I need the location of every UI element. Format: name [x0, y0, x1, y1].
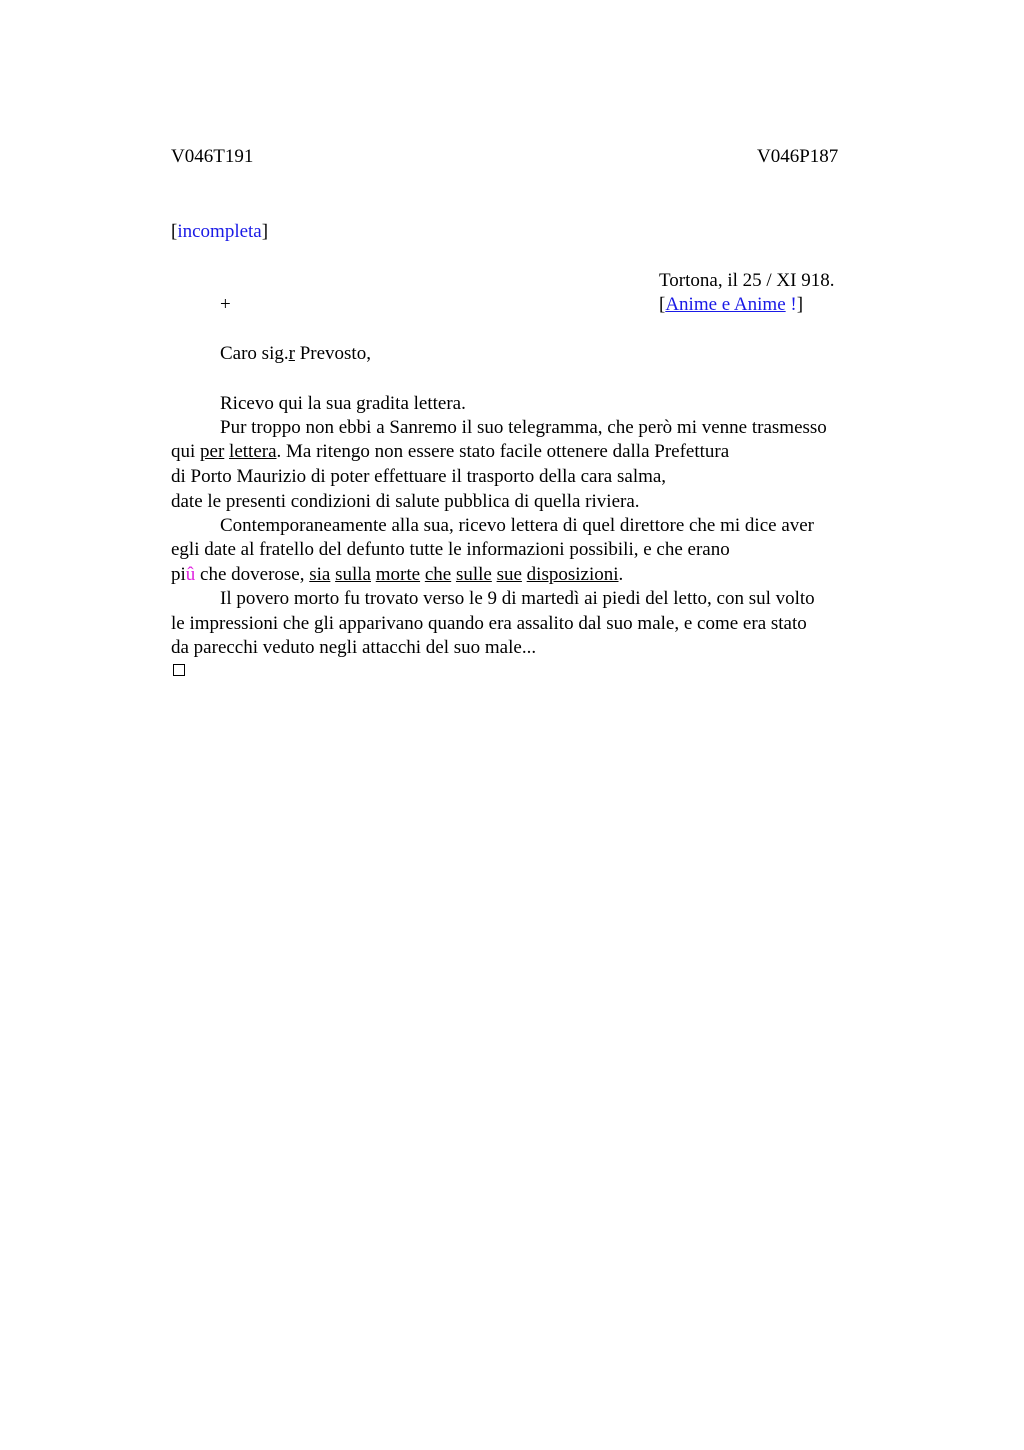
annotation-bracket-open: [ — [659, 294, 666, 315]
underlined-word: morte — [375, 564, 421, 585]
underlined-word: sulla — [335, 564, 371, 585]
underlined-word: lettera — [229, 441, 277, 462]
paragraph-2-line-2: qui per lettera. Ma ritengo non essere stato facile ottenere dalla Prefettura — [171, 441, 730, 462]
underlined-word: per — [200, 441, 225, 462]
end-box-icon — [173, 664, 185, 676]
dateline: Tortona, il 25 / XI 918. — [659, 270, 835, 291]
salutation: Caro sig.r Prevosto, — [220, 343, 371, 364]
paragraph-4-line-3: da parecchi veduto negli attacchi del suo male... — [171, 637, 537, 658]
paragraph-2-line-3: di Porto Maurizio di poter effettuare il trasporto della cara salma, — [171, 466, 667, 487]
annotation-exclamation: ! — [790, 294, 797, 315]
paragraph-4-line-2: le impressioni che gli apparivano quando era assalito dal suo male, e come era stato — [171, 613, 807, 634]
document-code-right: V046P187 — [757, 146, 839, 167]
status-bracket-close: ] — [261, 221, 269, 242]
paragraph-1-line-1: Ricevo qui la sua gradita lettera. — [220, 393, 466, 414]
status-label: incompleta — [177, 221, 262, 242]
paragraph-3-line-1: Contemporaneamente alla sua, ricevo lettera di quel direttore che mi dice aver — [220, 515, 815, 536]
underlined-word: sia — [309, 564, 331, 585]
cross-symbol: + — [220, 294, 231, 315]
status-note — [171, 221, 268, 243]
document-code-left: V046T191 — [171, 146, 254, 167]
dateline-annotation — [659, 294, 803, 316]
underlined-word: sue — [496, 564, 522, 585]
paragraph-3-line-2: egli date al fratello del defunto tutte le informazioni possibili, e che erano — [171, 539, 730, 560]
annotation-bracket-close: ] — [796, 294, 804, 315]
underlined-word: sulle — [455, 564, 492, 585]
highlighted-character: û — [185, 564, 196, 585]
paragraph-3-line-3: piû che doverose, sia sulla morte che sulle sue disposizioni. — [171, 564, 624, 585]
salutation-abbreviation: r — [288, 343, 295, 364]
paragraph-4-line-1: Il povero morto fu trovato verso le 9 di martedì ai piedi del letto, con sul volto — [220, 588, 815, 609]
anime-e-anime-link[interactable]: Anime e Anime — [665, 294, 786, 315]
underlined-word: disposizioni — [526, 564, 619, 585]
status-bracket-open: [ — [171, 221, 178, 242]
paragraph-2-line-1: Pur troppo non ebbi a Sanremo il suo telegramma, che però mi venne trasmesso — [220, 417, 827, 438]
paragraph-2-line-4: date le presenti condizioni di salute pubblica di quella riviera. — [171, 491, 640, 512]
underlined-word: che — [424, 564, 452, 585]
